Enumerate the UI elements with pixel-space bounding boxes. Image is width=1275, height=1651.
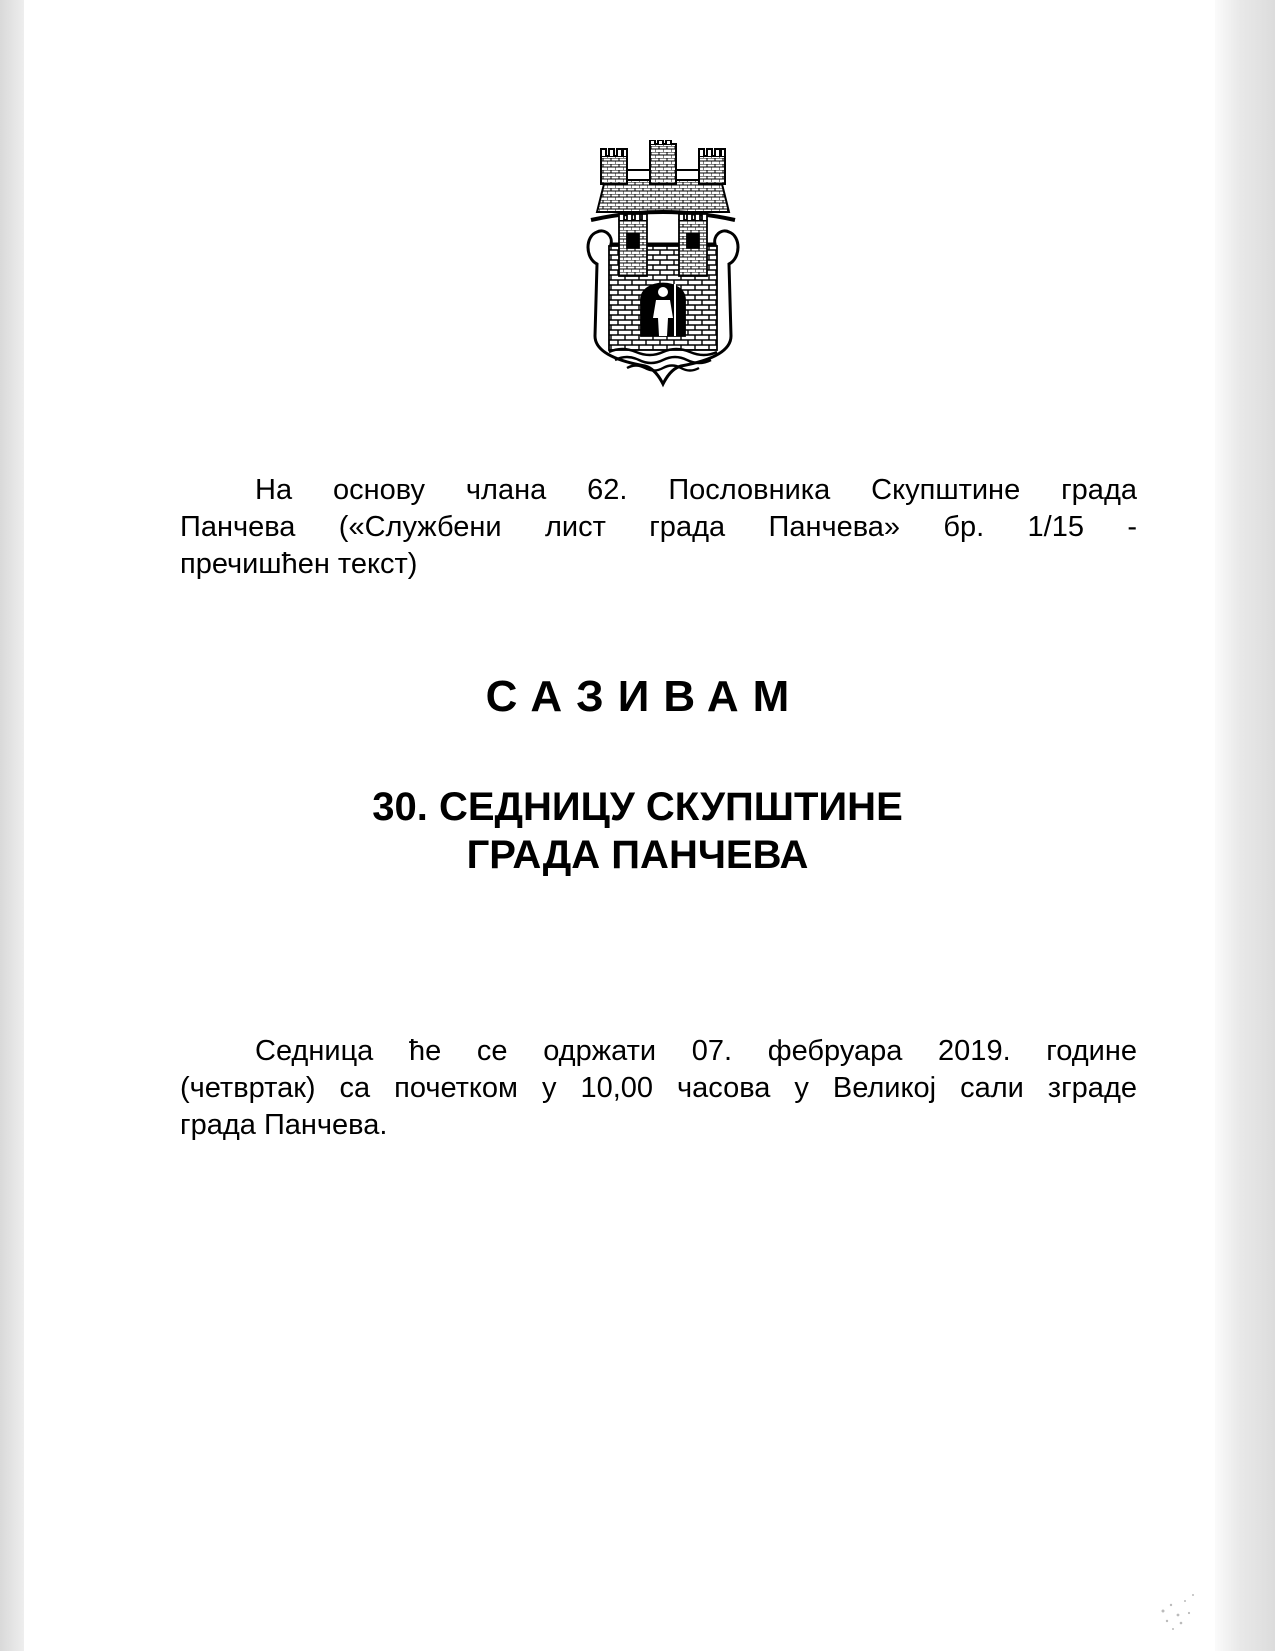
- convoke-heading: САЗИВАМ: [485, 672, 804, 721]
- city-coat-of-arms-icon: [583, 140, 743, 390]
- session-details-paragraph: [180, 1033, 1137, 1144]
- session-title: [0, 783, 1275, 879]
- legal-basis-line: пречишћен текст): [180, 548, 418, 580]
- session-details-line: града Панчева.: [180, 1109, 388, 1141]
- scan-speckle-mark: [1143, 1571, 1213, 1641]
- session-title-line: ГРАДА ПАНЧЕВА: [466, 833, 809, 877]
- legal-basis-paragraph: [180, 472, 1137, 583]
- session-details-line: Седница ће се одржати 07. фебруара 2019. године: [255, 1035, 1137, 1067]
- session-title-line: 30. СЕДНИЦУ СКУПШТИНЕ: [372, 785, 903, 829]
- legal-basis-line: Панчева («Службени лист града Панчева» бр. 1/15 -: [180, 511, 1137, 543]
- mural-crown: [597, 140, 729, 212]
- fortress: [609, 214, 717, 350]
- session-details-line: (четвртак) са почетком у 10,00 часова у Великој сали зграде: [180, 1072, 1137, 1104]
- legal-basis-line: На основу члана 62. Пословника Скупштине града: [255, 474, 1137, 506]
